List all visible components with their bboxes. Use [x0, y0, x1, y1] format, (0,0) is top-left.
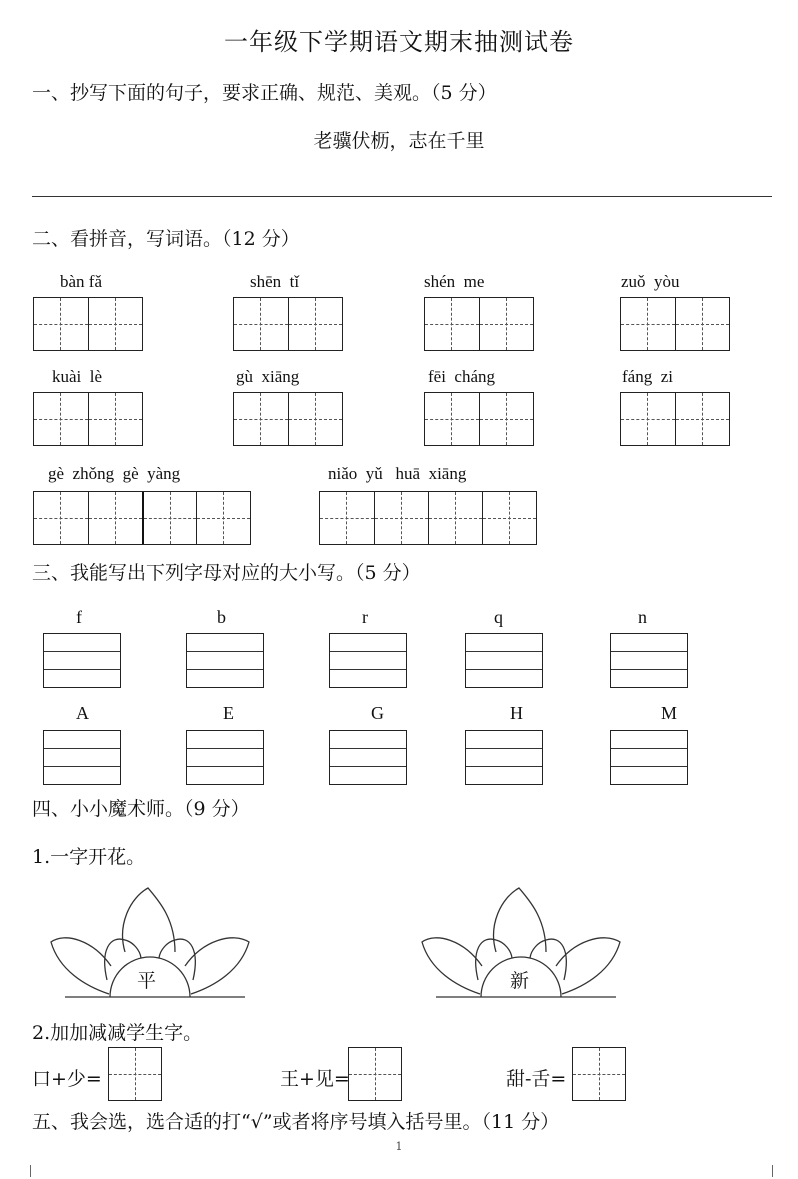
writing-grid[interactable] [319, 491, 537, 545]
pinyin-label: bàn fǎ [60, 272, 103, 291]
pinyin-label: shén me [424, 272, 485, 291]
writing-grid[interactable] [33, 297, 143, 351]
section3-heading: 三、我能写出下列字母对应的大小写。（5 分） [32, 562, 421, 584]
pinyin-label: gù xiāng [236, 367, 300, 386]
copy-answer-line[interactable] [32, 196, 772, 197]
letter-label: A [76, 703, 89, 723]
four-line-grid[interactable] [465, 633, 543, 688]
four-line-grid[interactable] [43, 633, 121, 688]
margin-tick [30, 1165, 31, 1177]
four-line-grid[interactable] [186, 633, 264, 688]
flower-center-char: 平 [137, 970, 157, 992]
pinyin-label: niǎo yǔ huā xiāng [328, 464, 467, 483]
writing-grid[interactable] [620, 392, 730, 446]
writing-grid[interactable] [233, 297, 343, 351]
equation: 甜-舌= [506, 1068, 567, 1090]
letter-label: r [362, 607, 368, 627]
letter-label: H [510, 703, 523, 723]
page-number: 1 [395, 1140, 403, 1153]
four-line-grid[interactable] [610, 633, 688, 688]
letter-label: f [76, 607, 82, 627]
four-line-grid[interactable] [329, 730, 407, 785]
copy-sentence: 老骥伏枥，志在千里 [313, 130, 485, 152]
pinyin-label: zuǒ yòu [621, 272, 680, 291]
four-line-grid[interactable] [465, 730, 543, 785]
letter-label: q [494, 607, 503, 627]
writing-grid[interactable] [424, 392, 534, 446]
section5-heading: 五、我会选，选合适的打“√”或者将序号填入括号里。（11 分） [32, 1111, 560, 1133]
writing-grid[interactable] [424, 297, 534, 351]
equation: 王+见= [280, 1068, 350, 1090]
four-line-grid[interactable] [610, 730, 688, 785]
part2-heading: 2.加加减减学生字。 [32, 1022, 203, 1044]
four-line-grid[interactable] [43, 730, 121, 785]
writing-grid[interactable] [33, 392, 143, 446]
margin-tick [772, 1165, 773, 1177]
section2-heading: 二、看拼音，写词语。（12 分） [32, 228, 300, 250]
part1-heading: 1.一字开花。 [32, 846, 146, 868]
four-line-grid[interactable] [186, 730, 264, 785]
pinyin-label: kuài lè [52, 367, 103, 386]
pinyin-label: gè zhǒng gè yàng [48, 464, 181, 483]
letter-label: b [217, 607, 226, 627]
pinyin-label: fáng zi [622, 367, 673, 386]
pinyin-label: fēi cháng [428, 367, 496, 386]
letter-label: n [638, 607, 647, 627]
section1-heading: 一、抄写下面的句子，要求正确、规范、美观。（5 分） [32, 82, 497, 104]
writing-grid[interactable] [233, 392, 343, 446]
flower-center-char: 新 [510, 970, 530, 992]
letter-label: E [223, 703, 234, 723]
writing-grid[interactable] [620, 297, 730, 351]
writing-grid[interactable] [33, 491, 251, 545]
four-line-grid[interactable] [329, 633, 407, 688]
equation: 口+少= [32, 1068, 102, 1090]
answer-box[interactable] [348, 1047, 402, 1101]
answer-box[interactable] [108, 1047, 162, 1101]
section4-heading: 四、小小魔术师。（9 分） [32, 798, 250, 820]
letter-label: M [661, 703, 678, 723]
pinyin-label: shēn tǐ [250, 272, 300, 291]
page-title: 一年级下学期语文期末抽测试卷 [224, 28, 574, 56]
answer-box[interactable] [572, 1047, 626, 1101]
letter-label: G [371, 703, 384, 723]
